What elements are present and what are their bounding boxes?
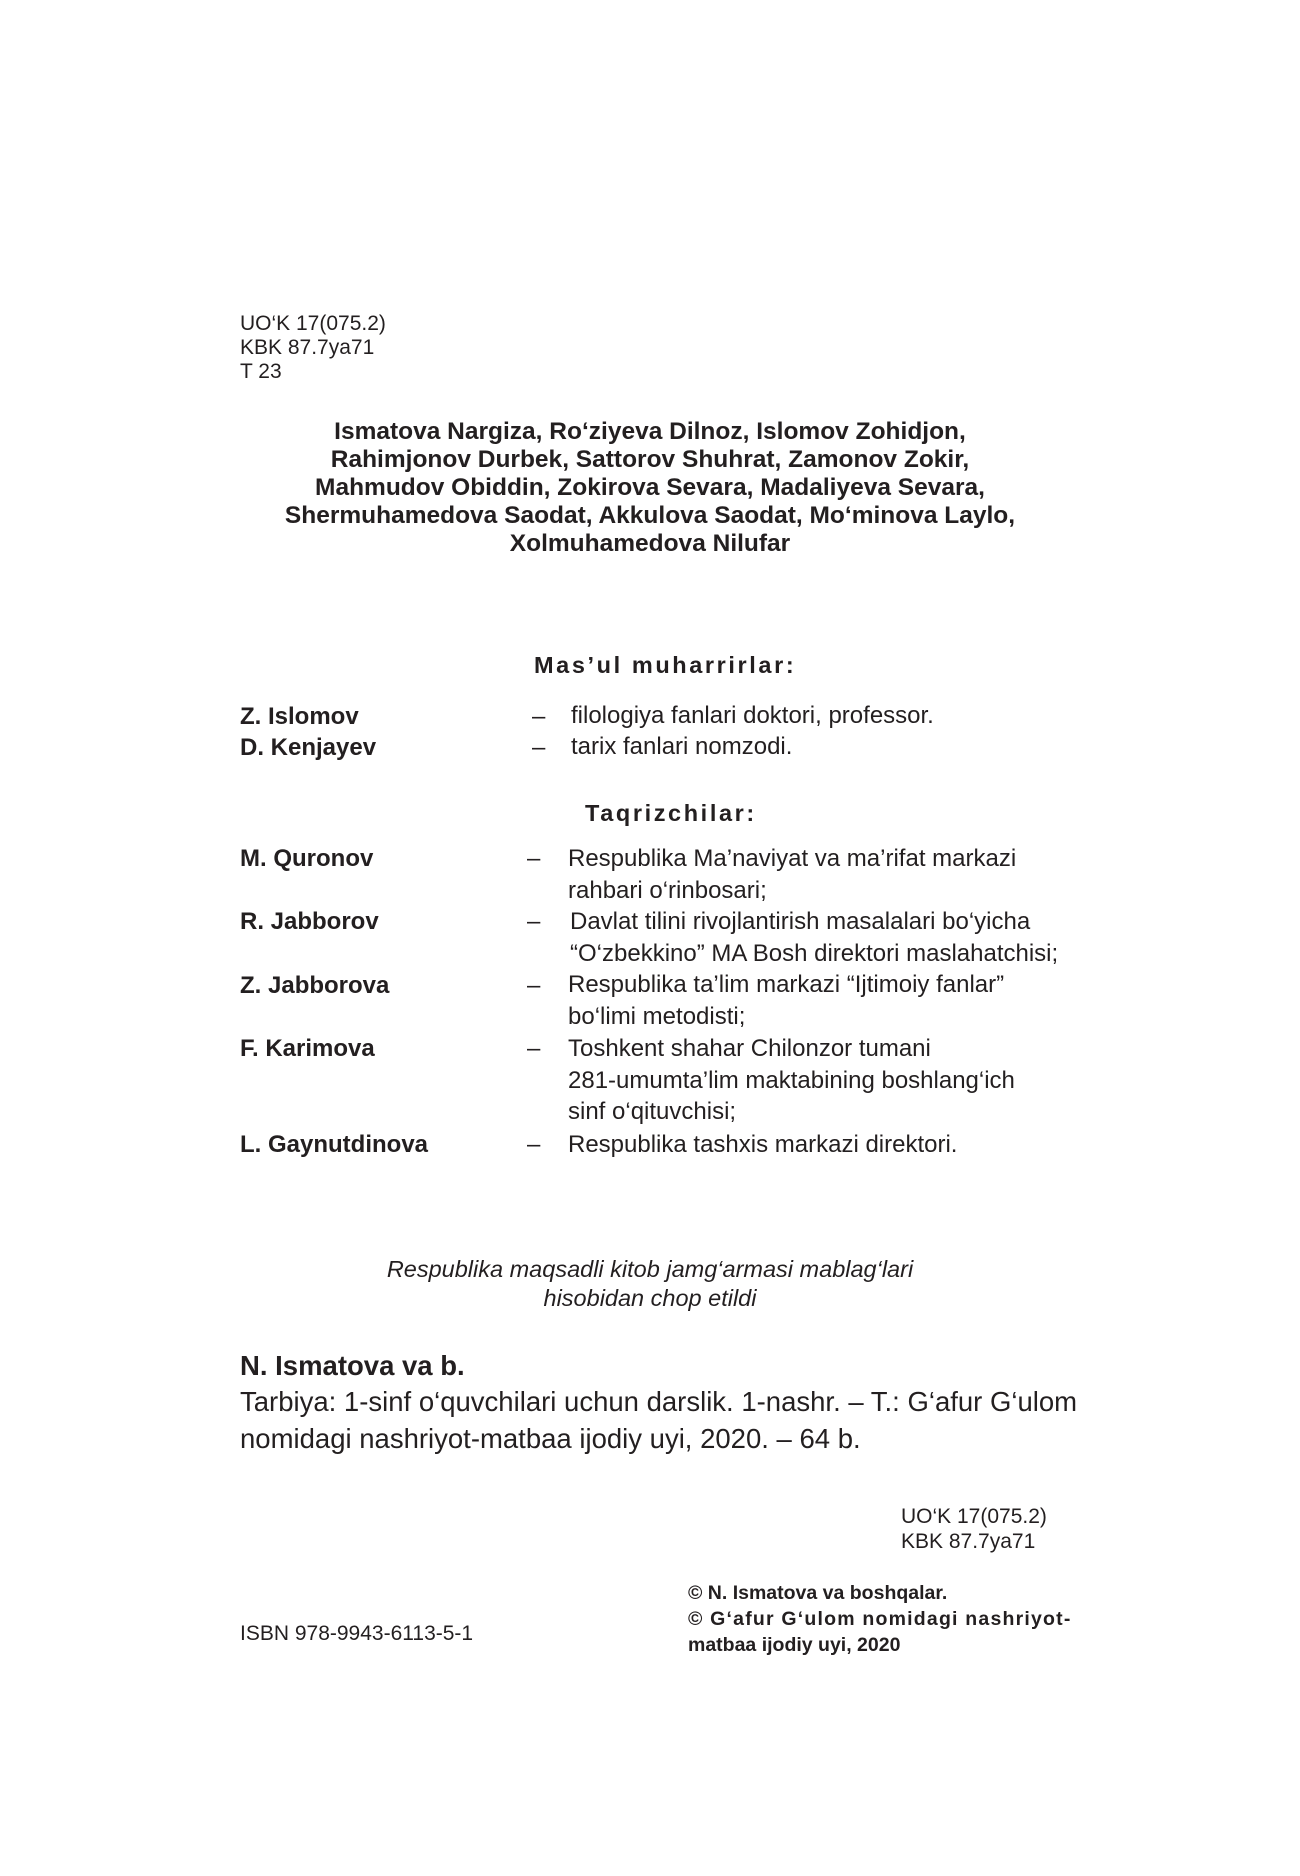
- udc-code: UO‘K 17(075.2): [901, 1505, 1047, 1528]
- reviewer-role-line: Davlat tilini rivojlantirish masalalari bo‘yicha: [570, 908, 1031, 935]
- bibliographic-author: N. Ismatova va b.: [240, 1350, 465, 1381]
- authors-line: Xolmuhamedova Nilufar: [509, 530, 791, 557]
- bibliographic-description: [240, 1383, 1077, 1457]
- reviewer-name: Z. Jabborova: [240, 972, 390, 999]
- authors-line: Mahmudov Obiddin, Zokirova Sevara, Madaliyeva Sevara,: [315, 474, 985, 501]
- editor-name: D. Kenjayev: [240, 734, 377, 761]
- authors-line: Ismatova Nargiza, Ro‘ziyeva Dilnoz, Islomov Zohidjon,: [334, 418, 966, 445]
- bbk-code: KBK 87.7ya71: [240, 336, 375, 359]
- editor-role: [571, 700, 934, 732]
- reviewer-role: [568, 969, 1004, 1032]
- copyright-line: © G‘afur G‘ulom nomidagi nashriyot-: [688, 1608, 1072, 1630]
- reviewer-role-line: sinf o‘qituvchisi;: [568, 1098, 737, 1125]
- reviewer-role-line: Respublika Ma’naviyat va ma’rifat markazi: [568, 845, 1017, 872]
- editor-dash: –: [532, 703, 546, 730]
- reviewer-name: F. Karimova: [240, 1035, 375, 1062]
- isbn: ISBN 978-9943-6113-5-1: [240, 1622, 474, 1645]
- editor-role: [571, 731, 792, 763]
- classification-codes-top: [240, 312, 386, 384]
- authors-line: Shermuhamedova Saodat, Akkulova Saodat, Mo‘minova Laylo,: [284, 502, 1016, 529]
- reviewer-name: M. Quronov: [240, 845, 374, 872]
- reviewer-role-line: rahbari o‘rinbosari;: [568, 876, 767, 904]
- editor-dash: –: [532, 734, 546, 761]
- editor-role-line: filologiya fanlari doktori, professor.: [571, 702, 934, 729]
- authors-line: Rahimjonov Durbek, Sattorov Shuhrat, Zamonov Zokir,: [330, 446, 970, 473]
- reviewer-role-line: Respublika ta’lim markazi “Ijtimoiy fanlar”: [568, 971, 1005, 998]
- reviewer-dash: –: [527, 1131, 541, 1158]
- reviewer-role-line: “O‘zbekkino” MA Bosh direktori maslahatchisi;: [570, 939, 1059, 967]
- reviewer-role-line: bo‘limi metodisti;: [568, 1002, 746, 1030]
- bbk-code: KBK 87.7ya71: [901, 1530, 1036, 1553]
- reviewer-role-line: Respublika tashxis markazi direktori.: [568, 1131, 958, 1158]
- reviewer-role: [570, 906, 1058, 969]
- editor-role-line: tarix fanlari nomzodi.: [571, 733, 793, 760]
- authors-list: [200, 418, 1100, 558]
- editors-heading: Mas’ul muharrirlar:: [534, 652, 797, 678]
- classification-codes-bottom: [901, 1504, 1047, 1554]
- copyright-line: © N. Ismatova va boshqalar.: [688, 1582, 948, 1604]
- reviewer-dash: –: [527, 1035, 541, 1062]
- editor-name: Z. Islomov: [240, 703, 359, 730]
- reviewer-role: [568, 1129, 957, 1161]
- funding-note: [300, 1255, 1000, 1313]
- reviewer-role-line: 281-umumta’lim maktabining boshlang‘ich: [568, 1066, 1015, 1094]
- reviewer-dash: –: [527, 972, 541, 999]
- funding-note-line: Respublika maqsadli kitob jamg‘armasi mablag‘lari: [386, 1256, 914, 1282]
- reviewers-heading: Taqrizchilar:: [585, 800, 757, 826]
- bibliographic-line: nomidagi nashriyot-matbaa ijodiy uyi, 2020. – 64 b.: [240, 1423, 861, 1454]
- reviewer-dash: –: [527, 908, 541, 935]
- reviewer-dash: –: [527, 845, 541, 872]
- reviewer-role: [568, 1033, 1015, 1128]
- bibliographic-line: Tarbiya: 1-sinf o‘quvchilari uchun darslik. 1-nashr. – T.: G‘afur G‘ulom: [240, 1386, 1078, 1417]
- reviewer-role: [568, 843, 1016, 906]
- reviewer-role-line: Toshkent shahar Chilonzor tumani: [568, 1035, 931, 1062]
- funding-note-line: hisobidan chop etildi: [543, 1285, 757, 1311]
- reviewer-name: R. Jabborov: [240, 908, 379, 935]
- copyright-notice: [688, 1580, 1072, 1658]
- reviewer-name: L. Gaynutdinova: [240, 1131, 429, 1158]
- copyright-line: matbaa ijodiy uyi, 2020: [688, 1634, 901, 1656]
- author-mark: T 23: [240, 360, 282, 383]
- udc-code: UO‘K 17(075.2): [240, 312, 386, 335]
